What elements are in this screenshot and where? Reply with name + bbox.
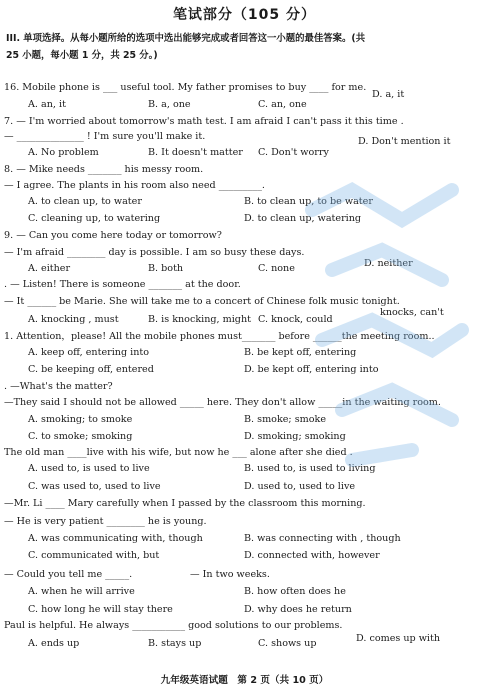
question-text: — He is very patient ________ he is young. [4, 516, 207, 527]
question-text: The old man ____live with his wife, but now he ___ alone after she died . [4, 447, 353, 458]
question-line [0, 276, 489, 294]
question-text: C. was used to, used to live [28, 481, 161, 492]
q7-option-d: D. Don't mention it [358, 136, 451, 147]
question-text: 9. — Can you come here today or tomorrow? [4, 230, 222, 241]
answer-option: D. be kept off, entering into [244, 364, 379, 375]
question-text: 8. — Mike needs _______ his messy room. [4, 164, 204, 175]
answer-option: D. connected with, however [244, 550, 380, 561]
question-line [0, 478, 489, 496]
question-line [0, 394, 489, 412]
question-text: C. communicated with, but [28, 550, 160, 561]
question-text: — I'm afraid ________ day is possible. I am so busy these days. [4, 247, 305, 258]
question-text: A. used to, is used to live [28, 463, 150, 474]
question-text: — It ______ be Marie. She will take me to a concert of Chinese folk music tonight. [4, 296, 400, 307]
answer-option: C. Don't worry [258, 147, 329, 158]
answer-option: C. knock, could [258, 314, 333, 325]
question-text: —They said I should not be allowed _____ here. They don't allow _____in the waiting room. [4, 397, 441, 408]
q9-option-d-row [0, 255, 489, 273]
question-text: Paul is helpful. He always ___________ good solutions to our problems. [4, 620, 343, 631]
question-line [0, 411, 489, 429]
question-text: A. when he will arrive [28, 586, 135, 597]
last-option-d: D. comes up with [356, 633, 441, 644]
question-text: C. how long he will stay there [28, 604, 173, 615]
q9-option-d: D. neither [364, 258, 413, 269]
question-text: A. smoking; to smoke [28, 414, 133, 425]
q16-option-d: D. a, it [372, 89, 405, 100]
question-line [0, 344, 489, 362]
answer-option: D. used to, used to live [244, 481, 356, 492]
question-line [0, 495, 489, 513]
page-title: 笔试部分（105 分） [172, 7, 317, 23]
question-line [0, 210, 489, 228]
question-text: A. either [28, 263, 71, 274]
question-text: A. ends up [28, 638, 80, 649]
answer-option: B. both [148, 263, 184, 274]
q7-option-d-row [0, 133, 489, 151]
question-text: C. be keeping off, entered [28, 364, 154, 375]
q10-option-d-row [0, 304, 489, 322]
question-text: 7. — I'm worried about tomorrow's math test. I am afraid I can't pass it this time . [4, 116, 404, 127]
section-instructions-line-2: 25 小题，每小题 1 分，共 25 分。) [6, 50, 158, 61]
answer-option: D. why does he return [244, 604, 352, 615]
page-footer: 九年级英语试题 第 2 页（共 10 页） [160, 675, 329, 686]
answer-option: B. be kept off, entering [244, 347, 357, 358]
answer-option: B. stays up [148, 638, 202, 649]
question-line [0, 513, 489, 531]
question-line [0, 583, 489, 601]
answer-option: B. to clean up, to be water [244, 196, 373, 207]
last-option-d-row [0, 630, 489, 648]
answer-option: B. smoke; smoke [244, 414, 327, 425]
answer-option: B. how often does he [244, 586, 346, 597]
answer-option: B. a, one [148, 99, 191, 110]
q10-option-d: knocks, can't [380, 307, 444, 318]
section-instructions-line-1: III. 单项选择。从每小题所给的选项中选出能够完成或者回答这一小题的最佳答案。(共 [6, 33, 366, 44]
question-text: 1. Attention，please! All the mobile phones must_______ before ______the meeting room.. [4, 331, 435, 342]
answer-option: B. It doesn't matter [148, 147, 243, 158]
question-text: —Mr. Li ____ Mary carefully when I passed by the classroom this morning. [4, 498, 366, 509]
answer-option: D. smoking; smoking [244, 431, 346, 442]
question-text: A. knocking , must [28, 314, 119, 325]
question-text: . — Listen! There is someone _______ at the door. [4, 279, 241, 290]
question-text: . —What's the matter? [4, 381, 113, 392]
question-line [0, 566, 489, 584]
question-text: — ______________ ! I'm sure you'll make it. [4, 131, 206, 142]
answer-option: B. was connecting with , though [244, 533, 401, 544]
answer-option: C. none [258, 263, 295, 274]
question-line [0, 227, 489, 245]
answer-option: — In two weeks. [190, 569, 270, 580]
answer-option: B. used to, is used to living [244, 463, 376, 474]
question-text: A. keep off, entering into [28, 347, 150, 358]
question-text: A. was communicating with, though [28, 533, 203, 544]
question-line [0, 530, 489, 548]
question-line [0, 361, 489, 379]
question-text: — Could you tell me _____. [4, 569, 133, 580]
question-line [0, 547, 489, 565]
question-text: A. No problem [28, 147, 99, 158]
question-text: 16. Mobile phone is ___ useful tool. My father promises to buy ____ for me. [4, 82, 367, 93]
question-text: C. cleaning up, to watering [28, 213, 161, 224]
answer-option: C. shows up [258, 638, 317, 649]
answer-option: D. to clean up, watering [244, 213, 362, 224]
q16-option-d-row [0, 86, 489, 104]
answer-option: C. an, one [258, 99, 307, 110]
question-line [0, 193, 489, 211]
answer-option: B. is knocking, might [148, 314, 251, 325]
question-text: A. an, it [28, 99, 66, 110]
question-text: — I agree. The plants in his room also need _________. [4, 180, 265, 191]
question-line [0, 460, 489, 478]
question-text: C. to smoke; smoking [28, 431, 133, 442]
question-text: A. to clean up, to water [28, 196, 142, 207]
